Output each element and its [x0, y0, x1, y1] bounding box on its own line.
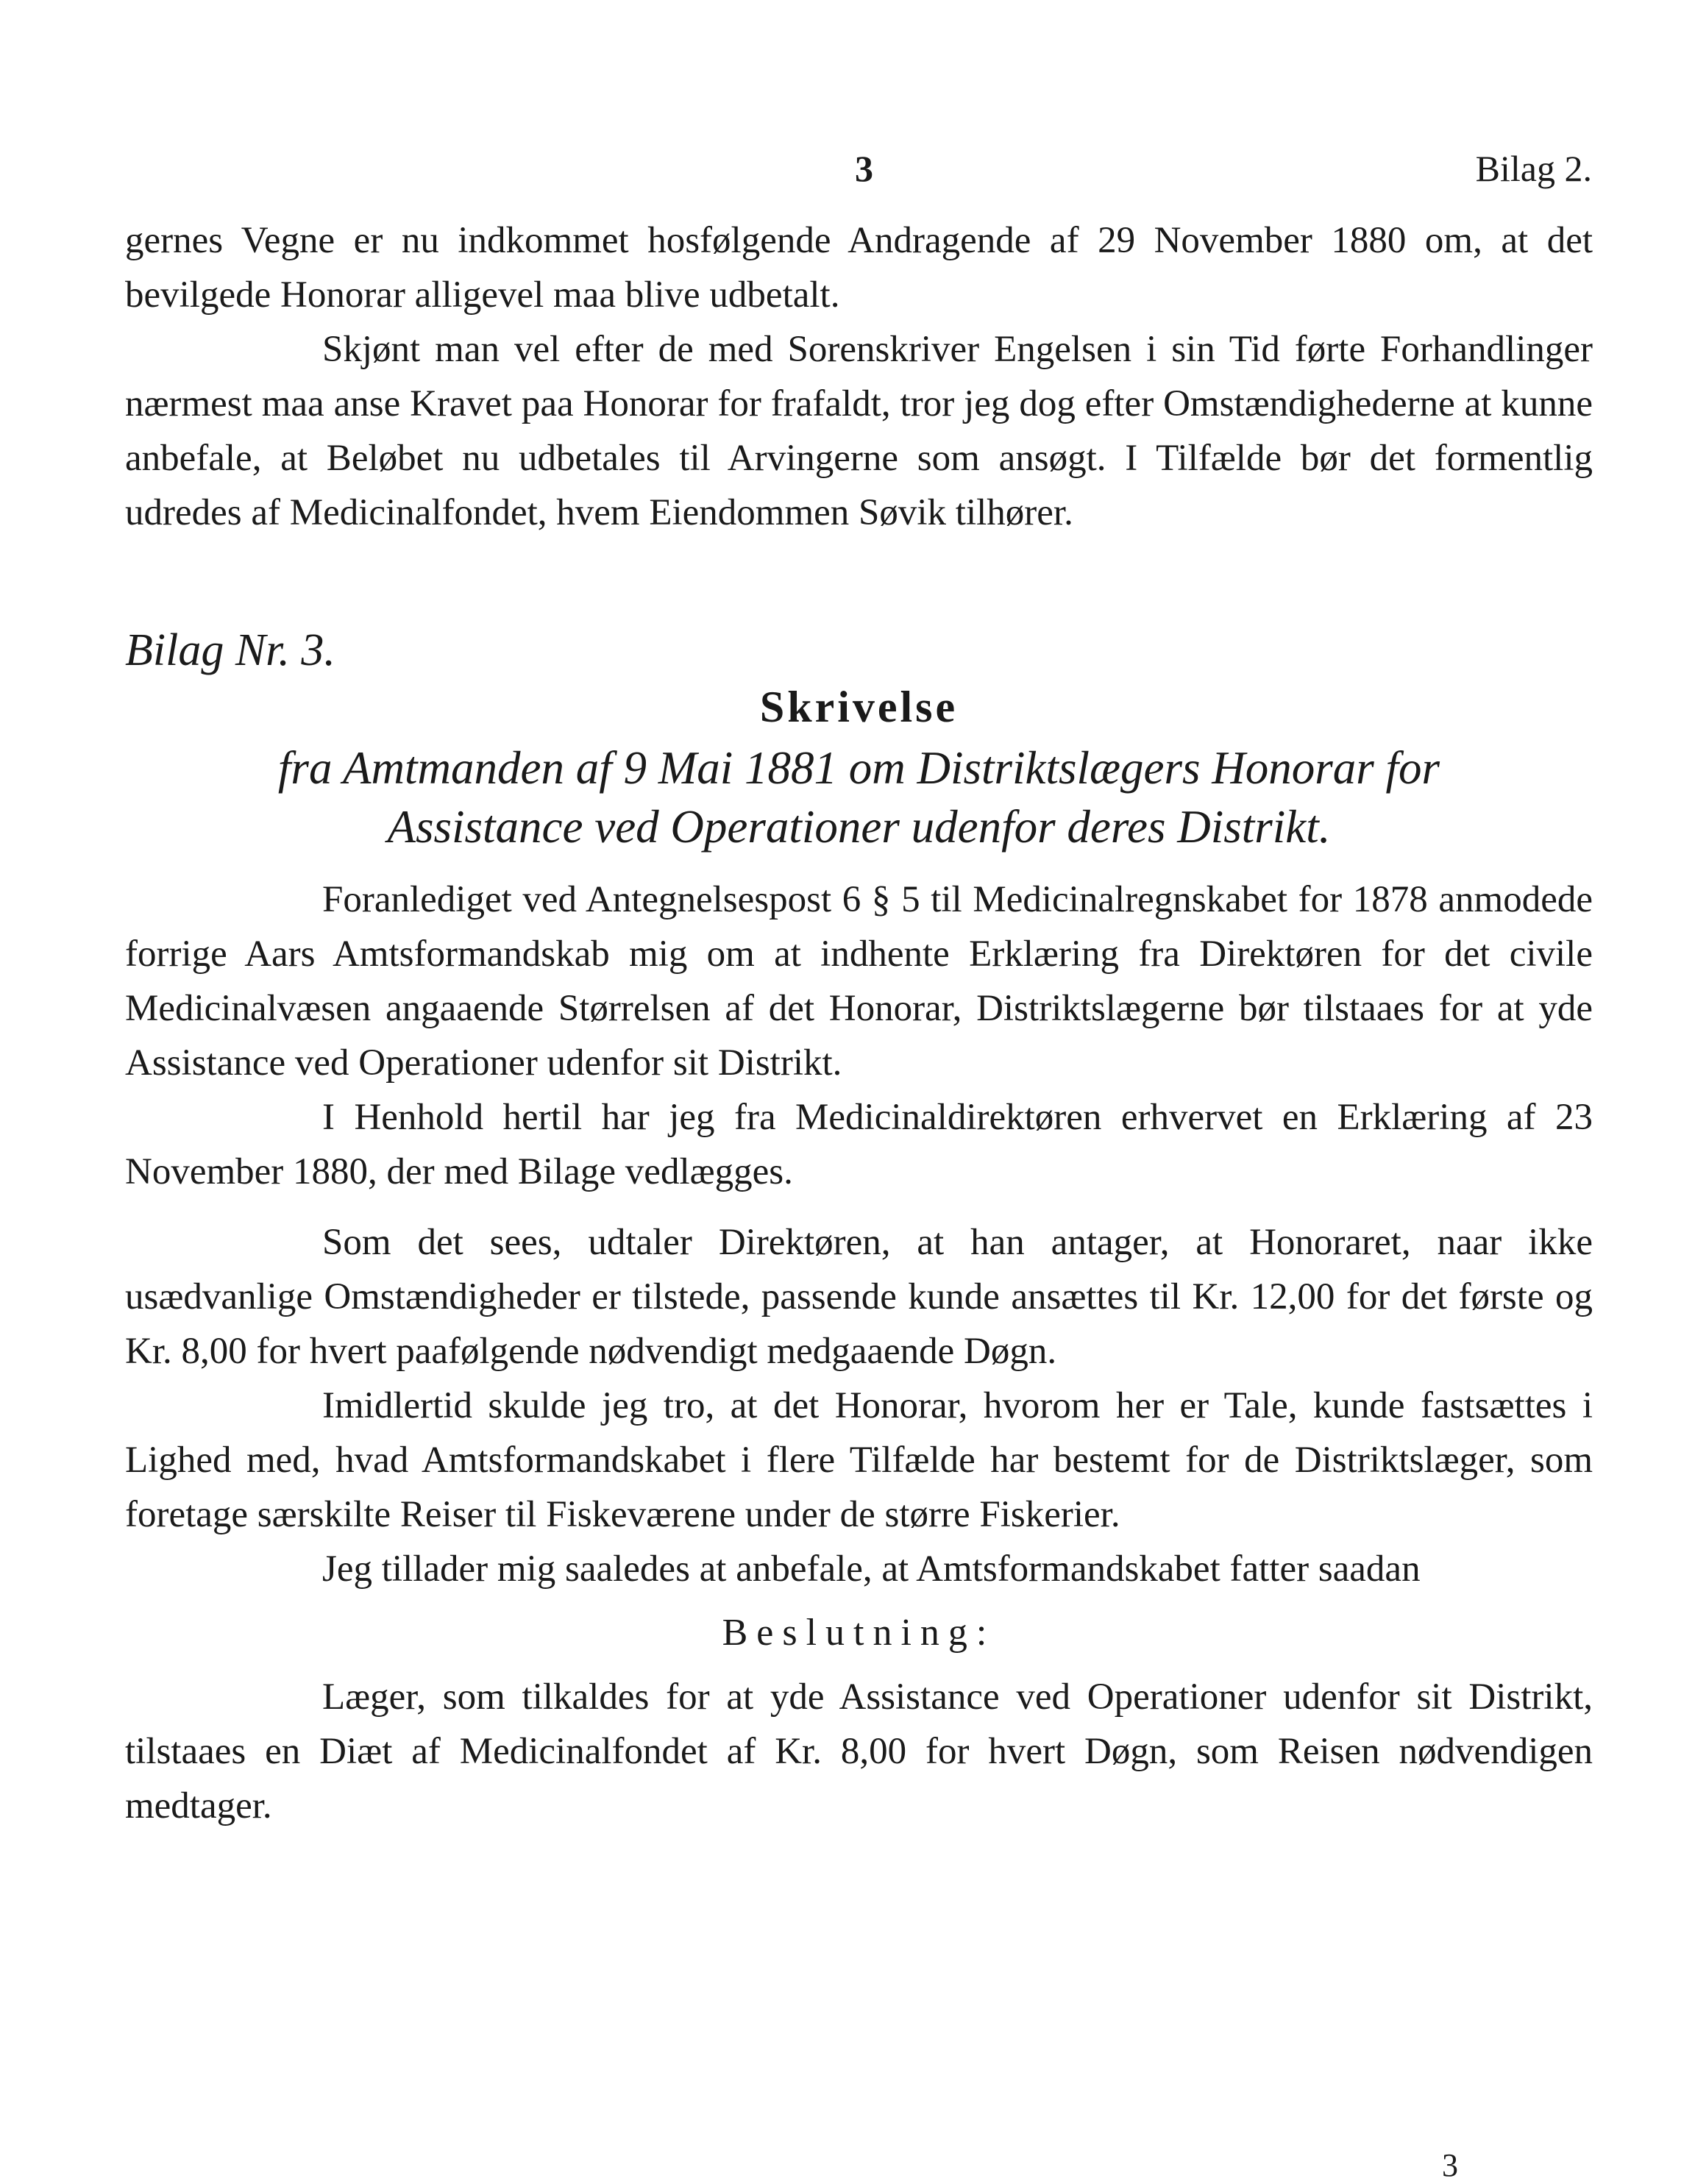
section-label: Bilag Nr. 3. [125, 625, 335, 675]
paragraph-direktoren: Som det sees, udtaler Direktøren, at han antager, at Honoraret, naar ikke usædvanlige Omstændigheder er tilstede, passende kunde ansættes til Kr. 12,00 for det første og Kr. 8,00 for hvert paafølgende nødvendigt medgaaende Døgn. [125, 1222, 1593, 1372]
paragraph-henhold: I Henhold hertil har jeg fra Medicinaldirektøren erhvervet en Erklæring af 23 November 1880, der med Bilage vedlægges. [125, 1097, 1593, 1192]
document-body [125, 213, 1593, 1833]
paragraph-antegnelse: Foranlediget ved Antegnelsespost 6 § 5 til Medicinalregnskabet for 1878 anmodede forrige Aars Amtsformandskab mig om at indhente Erklæring fra Direktøren for det civile Medicinalvæsen angaaende Størrelsen af det Honorar, Distriktslægerne bør tilstaaes for at yde Assistance ved Operationer udenfor sit Distrikt. [125, 879, 1593, 1084]
page-header [0, 147, 1695, 199]
bilag-reference: Bilag 2. [1475, 148, 1592, 189]
paragraph-recommendation: Skjønt man vel efter de med Sorenskriver Engelsen i sin Tid førte Forhandlinger nærmest maa anse Kravet paa Honorar for frafaldt, tror jeg dog efter Omstændighederne at kunne anbefale, at Beløbet nu udbetales til Arvingerne som ansøgt. I Tilfælde bør det formentlig udredes af Medicinalfondet, hvem Eiendommen Søvik tilhører. [125, 329, 1593, 533]
subtitle-line-2: Assistance ved Operationer udenfor deres Distrikt. [387, 801, 1331, 853]
section-subtitle [125, 739, 1593, 856]
page-number: 3 [855, 148, 873, 189]
paragraph-anbefale: Jeg tillader mig saaledes at anbefale, at Amtsformandskabet fatter saadan [322, 1548, 1421, 1590]
paragraph-imidlertid: Imidlertid skulde jeg tro, at det Honorar, hvorom her er Tale, kunde fastsættes i Lighed med, hvad Amtsformandskabet i flere Tilfælde har bestemt for de Distriktslæger, som foretage særskilte Reiser til Fiskeværene under de større Fiskerier. [125, 1385, 1593, 1535]
paragraph-decision: Læger, som tilkaldes for at yde Assistance ved Operationer udenfor sit Distrikt, tilstaaes en Diæt af Medicinalfondet af Kr. 8,00 for hvert Døgn, som Reisen nødvendigen medtager. [125, 1676, 1593, 1826]
paragraph-continuation: gernes Vegne er nu indkommet hosfølgende Andragende af 29 November 1880 om, at det bevilgede Honorar alligevel maa blive udbetalt. [125, 220, 1593, 316]
subtitle-line-1: fra Amtmanden af 9 Mai 1881 om Distriktslægers Honorar for [277, 742, 1440, 794]
decision-heading: Beslutning: [722, 1612, 996, 1654]
footer-page-mark: 3 [1442, 2147, 1458, 2183]
section-heading: Skrivelse [759, 683, 959, 731]
